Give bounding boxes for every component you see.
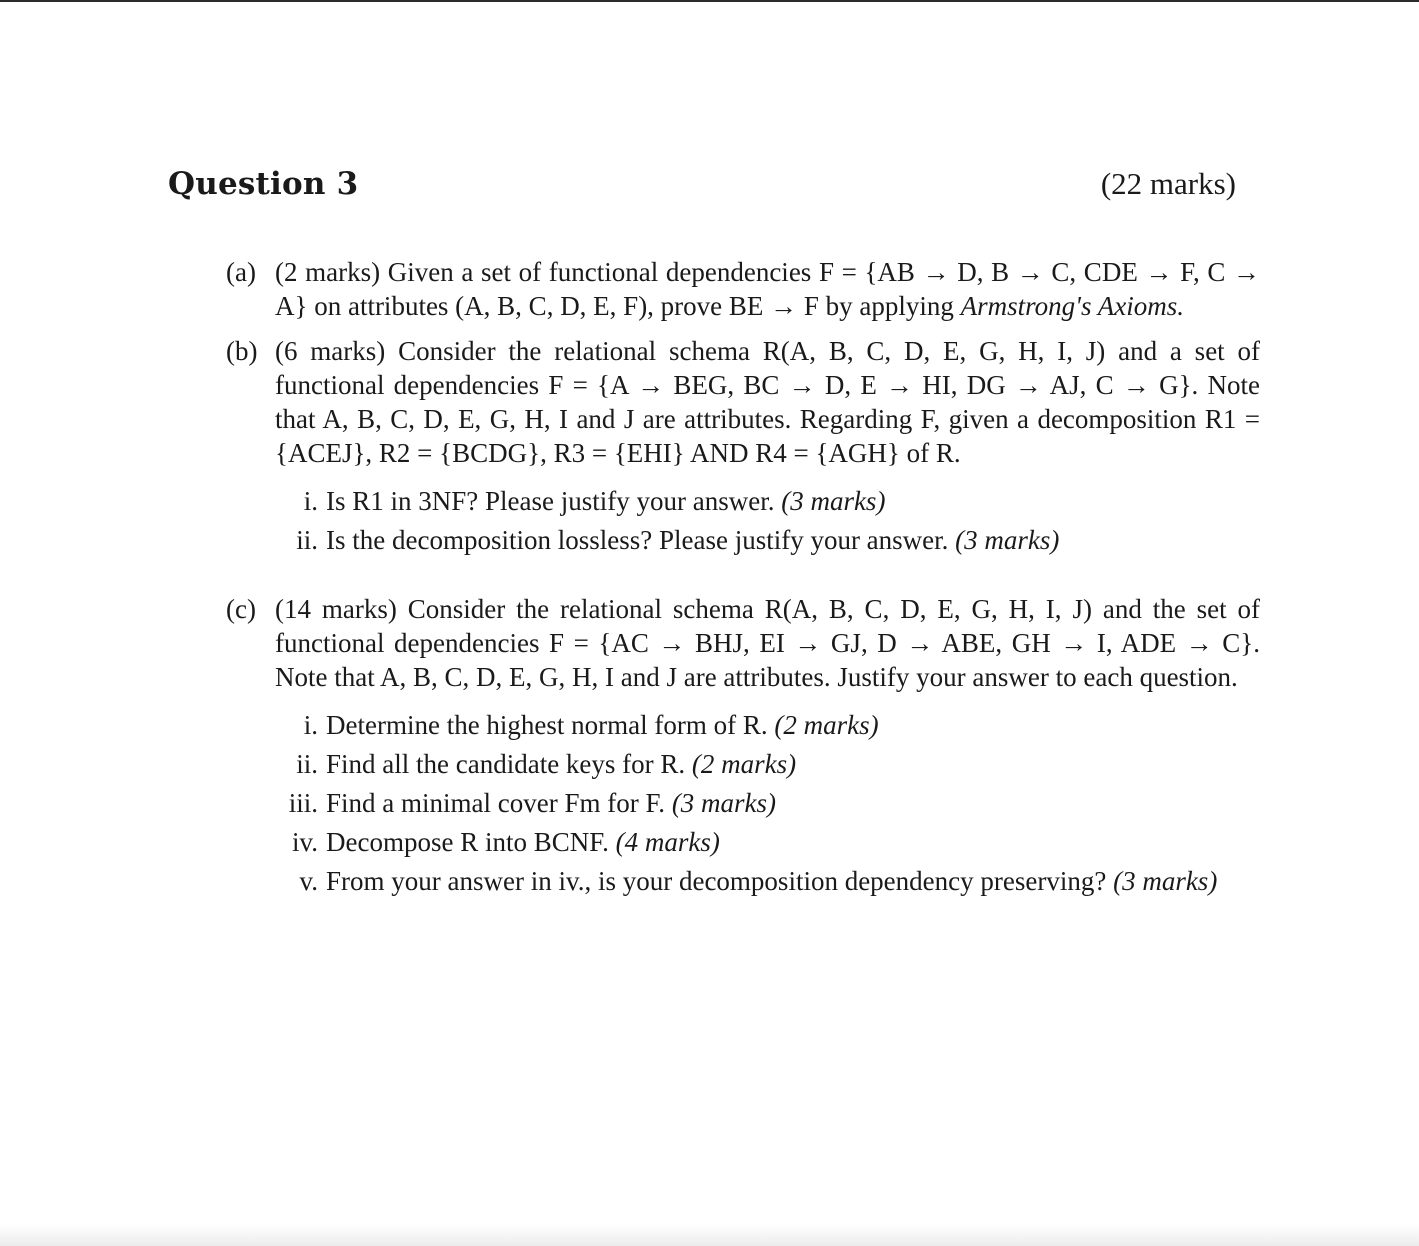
bottom-shade (0, 1224, 1419, 1246)
question-header (168, 166, 1260, 212)
sub-marks: (4 marks) (615, 827, 720, 857)
part-b-text: (6 marks) Consider the relational schema R(A, B, C, D, E, G, H, I, J) and a set of functional dependencies F = {A → BEG, BC → D, E → HI, DG → AJ, C → G}. Note that A, B, C, D, E, G, H, I and J are attributes. Regarding F, given a decomposition R1 = {ACEJ}, R2 = {BCDG}, R3 = {EHI} AND R4 = {AGH} of R. (275, 336, 1260, 468)
list-item (168, 786, 1260, 820)
part-c (168, 592, 1260, 694)
exam-page (168, 166, 1260, 903)
part-a-text: (2 marks) Given a set of functional dependencies F = {AB → D, B → C, CDE → F, C → A} on attributes (A, B, C, D, E, F), prove BE → F by applying (275, 257, 1260, 321)
sub-label: i. (303, 486, 318, 516)
sub-marks: (3 marks) (955, 525, 1060, 555)
question-marks: (22 marks) (1100, 166, 1236, 201)
part-b-label: (b) (226, 336, 258, 366)
list-item (168, 747, 1260, 781)
part-a-label: (a) (226, 257, 256, 287)
top-border (0, 0, 1419, 2)
question-title: Question 3 (168, 166, 359, 202)
part-a-emphasis: Armstrong's Axioms. (960, 291, 1184, 321)
list-item (168, 484, 1260, 518)
sub-text: Find all the candidate keys for R. (326, 749, 686, 779)
part-b-subquestions (168, 484, 1260, 557)
sub-text: Find a minimal cover Fm for F. (326, 788, 666, 818)
sub-label: ii. (296, 749, 318, 779)
sub-text: Is the decomposition lossless? Please justify your answer. (326, 525, 949, 555)
part-c-text: (14 marks) Consider the relational schema R(A, B, C, D, E, G, H, I, J) and the set of functional dependencies F = {AC → BHJ, EI → GJ, D → ABE, GH → I, ADE → C}. Note that A, B, C, D, E, G, H, I and J are attributes. Justify your answer to each question. (275, 594, 1260, 692)
list-item (168, 864, 1260, 898)
sub-label: iv. (292, 827, 318, 857)
sub-marks: (3 marks) (781, 486, 886, 516)
sub-marks: (2 marks) (774, 710, 879, 740)
part-c-subquestions (168, 708, 1260, 898)
sub-text: Decompose R into BCNF. (326, 827, 609, 857)
list-item (168, 825, 1260, 859)
sub-marks: (2 marks) (691, 749, 797, 779)
sub-marks: (3 marks) (671, 788, 777, 818)
sub-text: From your answer in iv., is your decomposition dependency preserving? (326, 866, 1107, 896)
part-a (168, 255, 1260, 323)
list-item (168, 523, 1260, 557)
sub-text: Is R1 in 3NF? Please justify your answer. (326, 486, 775, 516)
sub-text: Determine the highest normal form of R. (326, 710, 768, 740)
sub-label: ii. (296, 525, 318, 555)
sub-label: v. (299, 866, 318, 896)
list-item (168, 708, 1260, 742)
sub-label: i. (303, 710, 318, 740)
part-b (168, 334, 1260, 470)
sub-label: iii. (288, 788, 318, 818)
part-c-label: (c) (226, 594, 256, 624)
sub-marks: (3 marks) (1113, 866, 1218, 896)
